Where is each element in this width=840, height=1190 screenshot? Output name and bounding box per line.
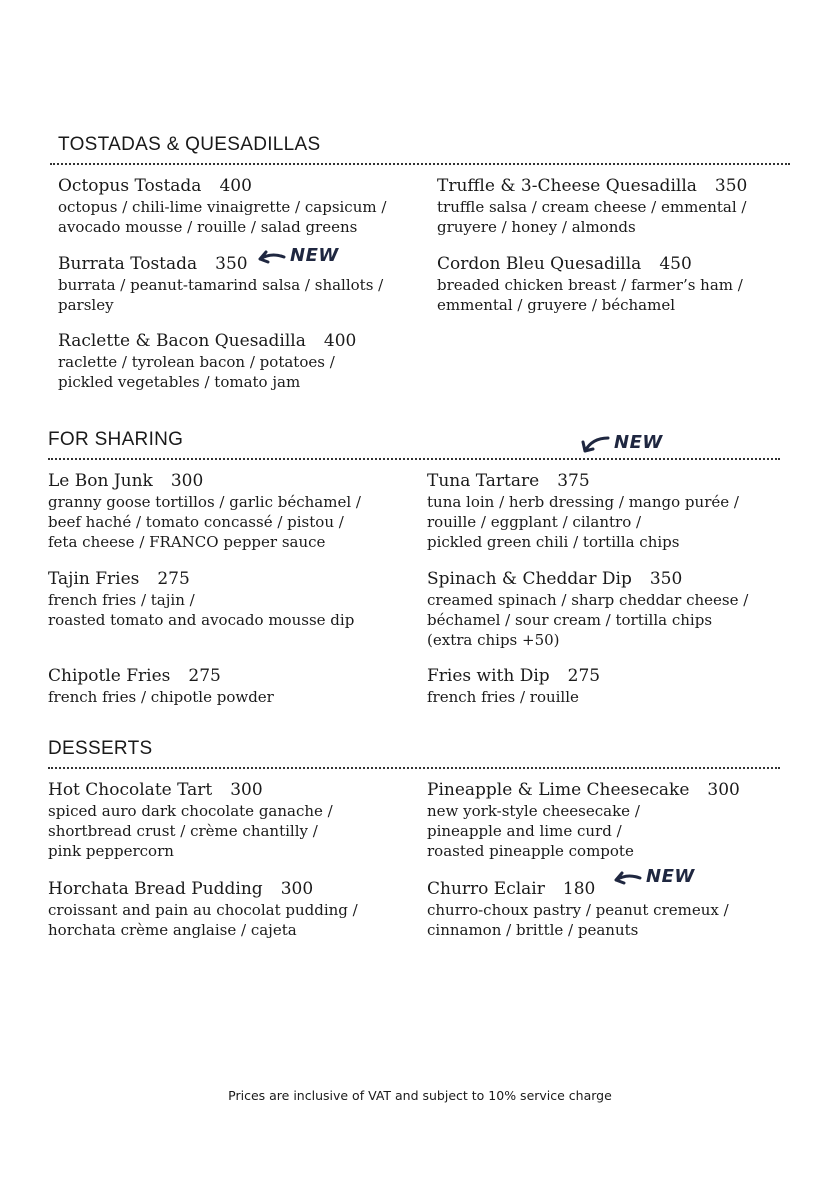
item-desc-line: rouille / eggplant / cilantro / xyxy=(427,513,642,531)
menu-item xyxy=(58,330,418,392)
item-desc-line: tuna loin / herb dressing / mango purée / xyxy=(427,493,739,511)
menu-item xyxy=(427,665,787,707)
item-name: Churro Eclair xyxy=(427,879,545,899)
item-desc-line: raclette / tyrolean bacon / potatoes / xyxy=(58,353,335,371)
new-badge xyxy=(256,247,340,277)
item-price: 180 xyxy=(562,879,596,899)
item-price: 350 xyxy=(215,254,248,274)
new-label: NEW xyxy=(614,432,663,453)
item-desc-line: granny goose tortillos / garlic béchamel / xyxy=(48,493,361,511)
item-desc-line: new york-style cheesecake / xyxy=(427,802,640,820)
item-desc-line: french fries / chipotle powder xyxy=(48,688,274,706)
item-price: 350 xyxy=(649,569,683,589)
menu-item xyxy=(437,253,797,315)
item-price: 450 xyxy=(659,254,692,274)
new-label: NEW xyxy=(646,866,695,887)
item-name: Fries with Dip xyxy=(427,666,550,686)
arrow-down-left-icon xyxy=(580,434,610,456)
item-price: 300 xyxy=(170,471,204,491)
footer-note: Prices are inclusive of VAT and subject to 10% service charge xyxy=(228,1088,612,1103)
section-divider xyxy=(50,163,790,165)
item-desc-line: roasted pineapple compote xyxy=(427,842,634,860)
item-price: 350 xyxy=(714,176,748,196)
item-name: Pineapple & Lime Cheesecake xyxy=(427,780,690,800)
arrow-left-icon xyxy=(256,247,286,269)
item-desc-line: croissant and pain au chocolat pudding / xyxy=(48,901,358,919)
menu-item xyxy=(58,175,418,237)
item-name: Horchata Bread Pudding xyxy=(48,879,263,899)
item-price: 400 xyxy=(323,331,357,351)
item-price: 275 xyxy=(188,666,221,686)
item-desc-line: french fries / rouille xyxy=(427,688,579,706)
menu-item xyxy=(427,470,787,552)
item-name: Chipotle Fries xyxy=(48,666,171,686)
item-price: 375 xyxy=(557,471,590,491)
item-desc-line: horchata crème anglaise / cajeta xyxy=(48,921,297,939)
section-title-sharing: FOR SHARING xyxy=(48,429,184,450)
item-desc-line: spiced auro dark chocolate ganache / xyxy=(48,802,333,820)
item-desc-line: creamed spinach / sharp cheddar cheese / xyxy=(427,591,749,609)
section-title-tostadas: TOSTADAS & QUESADILLAS xyxy=(58,134,321,155)
item-desc-line: truffle salsa / cream cheese / emmental / xyxy=(437,198,747,216)
item-name: Hot Chocolate Tart xyxy=(48,780,213,800)
section-title-desserts: DESSERTS xyxy=(48,738,153,759)
item-price: 400 xyxy=(219,176,252,196)
item-desc-line: feta cheese / FRANCO pepper sauce xyxy=(48,533,326,551)
item-name: Tuna Tartare xyxy=(427,471,540,491)
item-name: Spinach & Cheddar Dip xyxy=(427,569,632,589)
item-desc-line: churro-choux pastry / peanut cremeux / xyxy=(427,901,729,919)
item-desc-line: parsley xyxy=(58,296,114,314)
item-price: 300 xyxy=(230,780,263,800)
menu-item xyxy=(427,878,787,940)
item-price: 275 xyxy=(567,666,601,686)
item-desc-line: pickled green chili / tortilla chips xyxy=(427,533,680,551)
new-label: NEW xyxy=(290,245,339,266)
item-name: Tajin Fries xyxy=(48,569,140,589)
item-desc-line: emmental / gruyere / béchamel xyxy=(437,296,676,314)
menu-item xyxy=(427,779,787,861)
menu-item xyxy=(427,568,787,650)
item-name: Le Bon Junk xyxy=(48,471,153,491)
item-name: Burrata Tostada xyxy=(58,254,198,274)
menu-item xyxy=(48,665,408,707)
item-price: 275 xyxy=(157,569,190,589)
item-desc-line: burrata / peanut-tamarind salsa / shallots / xyxy=(58,276,384,294)
new-badge xyxy=(580,434,664,464)
item-desc-line: pickled vegetables / tomato jam xyxy=(58,373,301,391)
item-desc-line: pink peppercorn xyxy=(48,842,174,860)
item-desc-line: shortbread crust / crème chantilly / xyxy=(48,822,318,840)
item-name: Octopus Tostada xyxy=(58,176,202,196)
menu-item xyxy=(48,779,408,861)
item-name: Truffle & 3-Cheese Quesadilla xyxy=(437,176,697,196)
item-price: 300 xyxy=(280,879,314,899)
menu-item xyxy=(58,253,418,315)
item-desc-line: octopus / chili-lime vinaigrette / capsicum / xyxy=(58,198,387,216)
item-desc-line: beef haché / tomato concassé / pistou / xyxy=(48,513,344,531)
arrow-left-icon xyxy=(612,868,642,890)
item-desc-line: cinnamon / brittle / peanuts xyxy=(427,921,639,939)
item-desc-line: roasted tomato and avocado mousse dip xyxy=(48,611,355,629)
item-desc-line: pineapple and lime curd / xyxy=(427,822,622,840)
item-desc-line: (extra chips +50) xyxy=(427,631,560,649)
menu-item xyxy=(437,175,797,237)
menu-item xyxy=(48,470,408,552)
menu-item xyxy=(48,878,408,940)
item-desc-line: gruyere / honey / almonds xyxy=(437,218,636,236)
new-badge xyxy=(612,868,696,898)
item-desc-line: french fries / tajin / xyxy=(48,591,195,609)
item-price: 300 xyxy=(707,780,740,800)
item-name: Cordon Bleu Quesadilla xyxy=(437,254,642,274)
item-desc-line: béchamel / sour cream / tortilla chips xyxy=(427,611,713,629)
item-desc-line: avocado mousse / rouille / salad greens xyxy=(58,218,358,236)
item-desc-line: breaded chicken breast / farmer’s ham / xyxy=(437,276,743,294)
item-name: Raclette & Bacon Quesadilla xyxy=(58,331,306,351)
menu-item xyxy=(48,568,408,630)
section-divider xyxy=(48,767,780,769)
section-divider xyxy=(48,458,780,460)
